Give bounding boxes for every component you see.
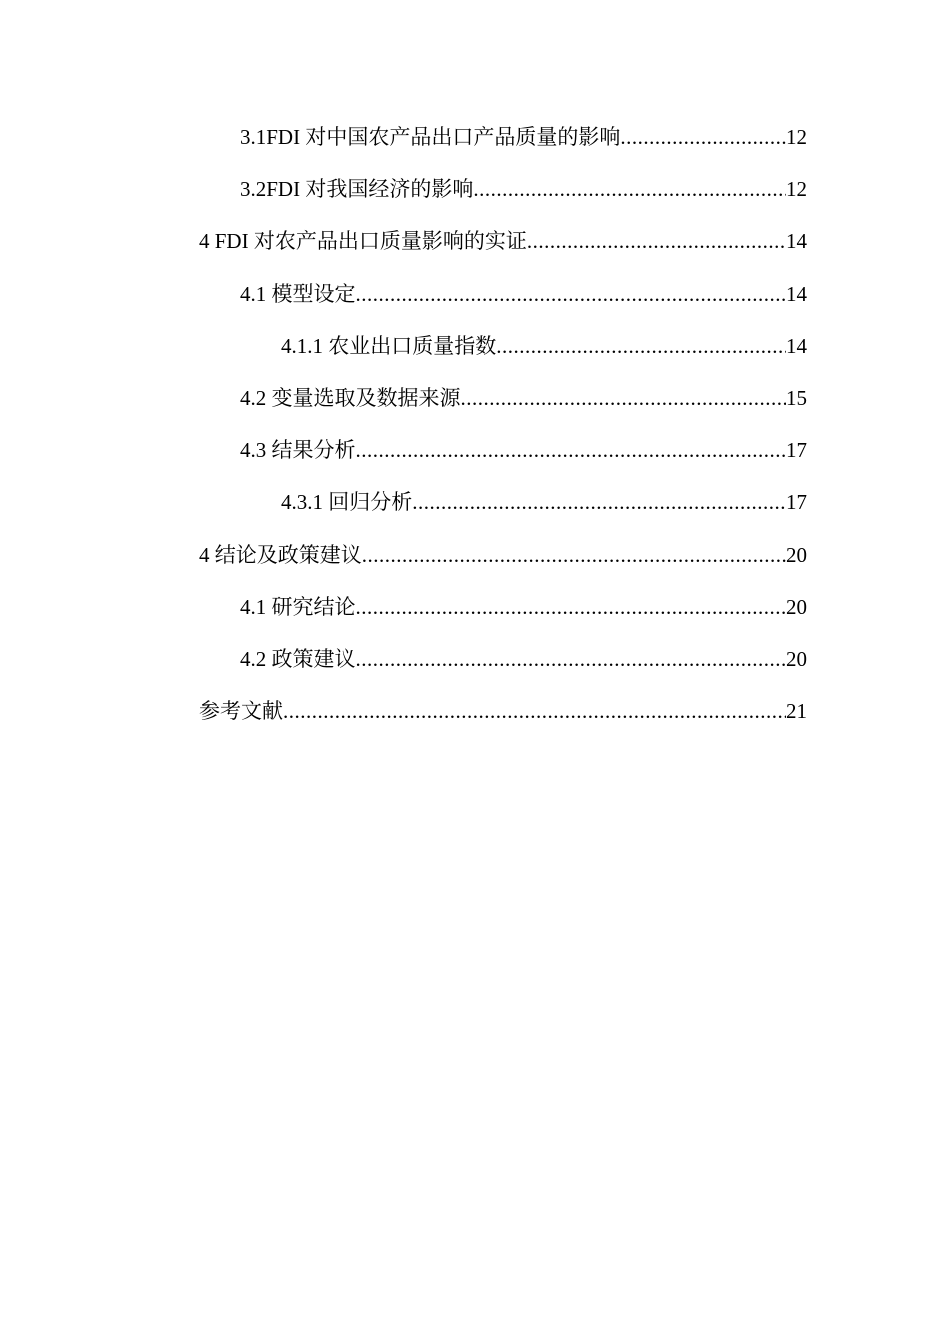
- toc-entry-label: 4.2 变量选取及数据来源: [240, 385, 461, 410]
- toc-dot-leader: [473, 163, 786, 215]
- toc-entry-label: 4.1 模型设定: [240, 281, 356, 306]
- toc-entry-label: 3.2FDI 对我国经济的影响: [240, 177, 474, 202]
- toc-entry-label: 4.3 结果分析: [240, 438, 356, 463]
- toc-page-number: 17: [786, 438, 807, 463]
- toc-dot-leader: [356, 581, 787, 633]
- toc-entry[interactable]: [199, 163, 807, 215]
- toc-entry[interactable]: [199, 372, 807, 424]
- toc-page-number: 14: [786, 281, 807, 306]
- toc-entry[interactable]: [199, 215, 807, 267]
- toc-entry-label: 4 FDI 对农产品出口质量影响的实证: [199, 229, 527, 254]
- toc-entry[interactable]: [199, 685, 807, 737]
- toc-entry[interactable]: [199, 633, 807, 685]
- toc-page-number: 12: [786, 177, 807, 202]
- toc-dot-leader: [412, 476, 786, 528]
- toc-page-number: 12: [786, 125, 807, 149]
- toc-entry-label: 4.2 政策建议: [240, 646, 356, 671]
- toc-entry[interactable]: [199, 268, 807, 320]
- toc-entry[interactable]: [199, 476, 807, 528]
- toc-page-number: 20: [786, 542, 807, 567]
- toc-entry-label: 4.1 研究结论: [240, 594, 356, 619]
- toc-page-number: 17: [786, 490, 807, 515]
- toc-dot-leader: [496, 320, 786, 372]
- toc-list: [199, 111, 807, 737]
- toc-dot-leader: [356, 424, 787, 476]
- toc-dot-leader: [620, 111, 786, 163]
- toc-entry[interactable]: [199, 424, 807, 476]
- toc-page-number: 14: [786, 229, 807, 254]
- toc-page-number: 21: [786, 699, 807, 724]
- toc-dot-leader: [283, 685, 786, 737]
- toc-dot-leader: [356, 633, 787, 685]
- toc-dot-leader: [362, 529, 786, 581]
- toc-dot-leader: [461, 372, 787, 424]
- toc-page-number: 20: [786, 594, 807, 619]
- toc-entry-label: 4.3.1 回归分析: [281, 490, 413, 515]
- toc-entry-label: 4.1.1 农业出口质量指数: [281, 333, 497, 358]
- toc-page-number: 15: [786, 385, 807, 410]
- toc-entry-label: 参考文献: [199, 699, 283, 724]
- toc-entry[interactable]: [199, 581, 807, 633]
- toc-page-number: 14: [786, 333, 807, 358]
- toc-dot-leader: [527, 215, 786, 267]
- toc-entry-label: 3.1FDI 对中国农产品出口产品质量的影响: [240, 125, 621, 149]
- toc-page-number: 20: [786, 646, 807, 671]
- toc-dot-leader: [356, 268, 787, 320]
- toc-entry[interactable]: [199, 320, 807, 372]
- toc-entry[interactable]: [199, 111, 807, 163]
- toc-entry-label: 4 结论及政策建议: [199, 542, 362, 567]
- toc-entry[interactable]: [199, 529, 807, 581]
